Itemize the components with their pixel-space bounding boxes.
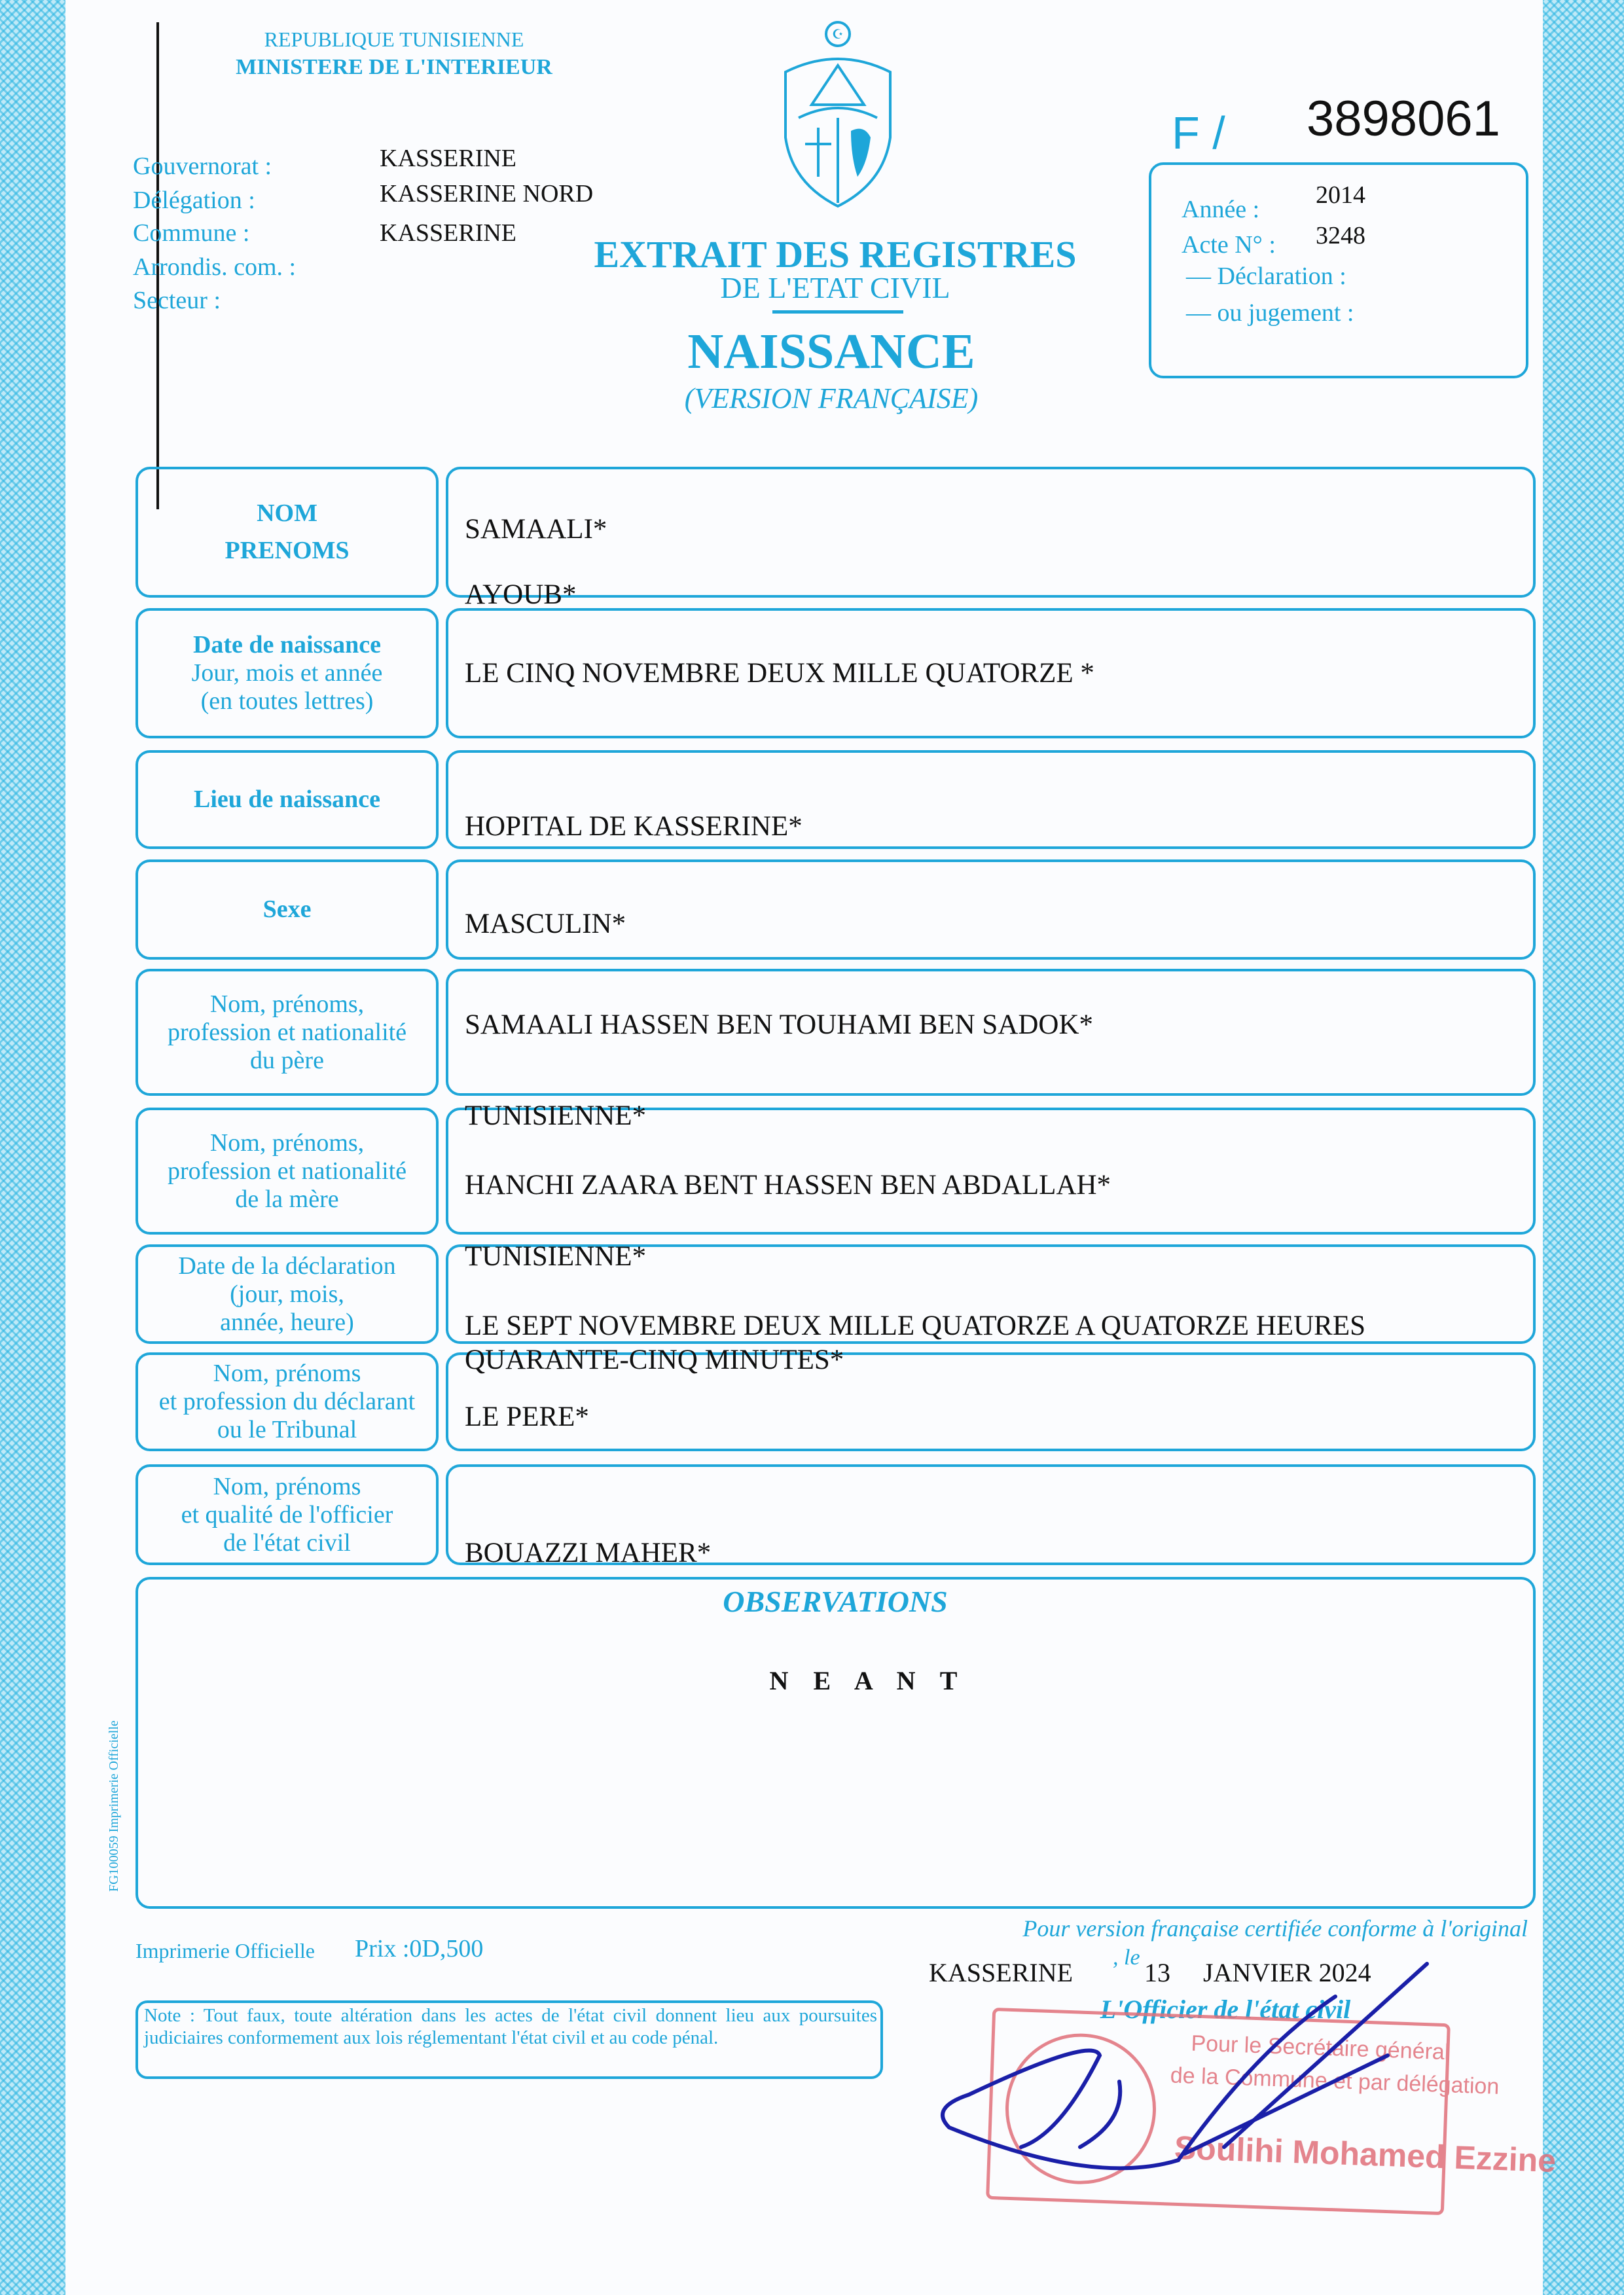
date-label-3: (en toutes lettres)	[200, 687, 374, 715]
value-box-nom	[446, 467, 1536, 598]
lieu-value: HOPITAL DE KASSERINE*	[465, 811, 803, 842]
acte-value: 3248	[1316, 222, 1365, 249]
prenoms-label-text: PRENOMS	[225, 537, 350, 564]
officier-label-3: de l'état civil	[223, 1528, 351, 1557]
pere-label-1: Nom, prénoms,	[209, 990, 365, 1018]
pere-nationality: TUNISIENNE*	[465, 1100, 647, 1131]
observations-value: N E A N T	[769, 1666, 967, 1695]
declarant-label	[135, 1352, 439, 1451]
date-value: LE CINQ NOVEMBRE DEUX MILLE QUATORZE *	[465, 658, 1094, 689]
observations-title: OBSERVATIONS	[723, 1585, 948, 1618]
sexe-label: Sexe	[262, 895, 312, 923]
officer-title: L'Officier de l'état civil	[1100, 1995, 1351, 2024]
document-type: NAISSANCE	[687, 324, 975, 379]
pere-label	[135, 969, 439, 1096]
commune-value: KASSERINE	[380, 219, 517, 247]
mere-value: HANCHI ZAARA BENT HASSEN BEN ABDALLAH*	[465, 1170, 1111, 1201]
gouvernorat-value: KASSERINE	[380, 145, 517, 172]
declaration-value-1: LE SEPT NOVEMBRE DEUX MILLE QUATORZE A QUATORZE HEURES	[465, 1310, 1366, 1341]
pere-value: SAMAALI HASSEN BEN TOUHAMI BEN SADOK*	[465, 1009, 1094, 1040]
side-print: FG100059 Imprimerie Officielle	[107, 1720, 121, 1892]
stamp-name: Soulihi Mohamed Ezzine	[1174, 2129, 1557, 2180]
officier-label	[135, 1464, 439, 1565]
declarant-label-3: ou le Tribunal	[217, 1416, 357, 1443]
title-divider	[772, 310, 903, 314]
serial-number: 3898061	[1307, 91, 1500, 147]
declaration-label-1: Date de la déclaration	[178, 1252, 396, 1280]
annee-label: Année :	[1182, 196, 1260, 223]
mere-label-1: Nom, prénoms,	[209, 1129, 365, 1157]
declarant-label-1: Nom, prénoms	[213, 1360, 361, 1387]
mere-label-2: profession et nationalité	[167, 1157, 407, 1185]
republic-label: REPUBLIQUE TUNISIENNE	[264, 27, 524, 51]
pere-label-2: profession et nationalité	[167, 1018, 407, 1046]
annee-value: 2014	[1316, 181, 1365, 209]
mere-label-3: de la mère	[235, 1185, 339, 1213]
printer-label: Imprimerie Officielle	[135, 1939, 315, 1962]
observations-box	[135, 1577, 1536, 1909]
title-line2: DE L'ETAT CIVIL	[720, 271, 950, 304]
serial-prefix: F /	[1172, 107, 1225, 158]
secteur-label: Secteur :	[133, 287, 221, 314]
month-year-value: JANVIER 2024	[1203, 1958, 1371, 1987]
date-label	[135, 608, 439, 738]
date-label-2: Jour, mois et année	[191, 659, 383, 687]
prenom-value: AYOUB*	[465, 579, 577, 610]
officier-label-1: Nom, prénoms	[213, 1472, 361, 1500]
commune-label: Commune :	[133, 219, 250, 247]
security-border-left	[0, 0, 65, 2295]
nom-label-text: NOM	[257, 499, 317, 527]
svg-text:☪: ☪	[832, 27, 844, 42]
mere-nationality: TUNISIENNE*	[465, 1241, 647, 1272]
lieu-label: Lieu de naissance	[193, 786, 381, 813]
delegation-value: KASSERINE NORD	[380, 180, 594, 208]
declaration-label-3: année, heure)	[220, 1308, 354, 1336]
note-text: Note : Tout faux, toute altération dans les actes de l'état civil donnent lieu aux poursuites judiciaires conformement aux lois réglementant l'état civil et au code pénal.	[144, 2005, 877, 2048]
ministry-label: MINISTERE DE L'INTERIEUR	[236, 55, 552, 79]
security-border-right	[1543, 0, 1624, 2295]
coat-of-arms-icon	[772, 20, 903, 209]
declaration-label-2: (jour, mois,	[230, 1280, 344, 1308]
gouvernorat-label: Gouvernorat :	[133, 153, 272, 180]
declarant-value: LE PERE*	[465, 1401, 589, 1432]
stamp-line1: Pour le Secrétaire général	[1190, 2031, 1451, 2065]
jugement-label: — ou jugement :	[1186, 299, 1354, 327]
date-label-1: Date de naissance	[192, 631, 382, 659]
acte-label: Acte N° :	[1182, 231, 1276, 259]
mere-label	[135, 1108, 439, 1235]
place-value: KASSERINE	[929, 1958, 1074, 1987]
declarant-label-2: et profession du déclarant	[158, 1388, 416, 1415]
arrondissement-label: Arrondis. com. :	[133, 253, 297, 281]
delegation-label: Délégation :	[133, 187, 255, 214]
certified-label: Pour version française certifiée conforme à l'original	[1022, 1915, 1528, 1942]
title-line1: EXTRAIT DES REGISTRES	[594, 233, 1077, 276]
version-label: (VERSION FRANÇAISE)	[684, 382, 979, 414]
declaration-label: — Déclaration :	[1186, 262, 1346, 290]
pere-label-3: du père	[250, 1046, 324, 1074]
price-label: Prix :0D,500	[355, 1935, 484, 1962]
day-value: 13	[1144, 1958, 1170, 1987]
le-label: , le	[1113, 1945, 1140, 1970]
declaration-value-2: QUARANTE-CINQ MINUTES*	[465, 1345, 844, 1375]
officier-label-2: et qualité de l'officier	[181, 1500, 393, 1528]
declaration-date-label	[135, 1244, 439, 1344]
officier-value: BOUAZZI MAHER*	[465, 1538, 712, 1568]
nom-value: SAMAALI*	[465, 514, 607, 545]
nom-label	[135, 467, 439, 598]
stamp-line2: de la Commune et par délégation	[1170, 2063, 1500, 2099]
signature	[929, 1951, 1453, 2186]
sexe-value: MASCULIN*	[465, 909, 626, 939]
